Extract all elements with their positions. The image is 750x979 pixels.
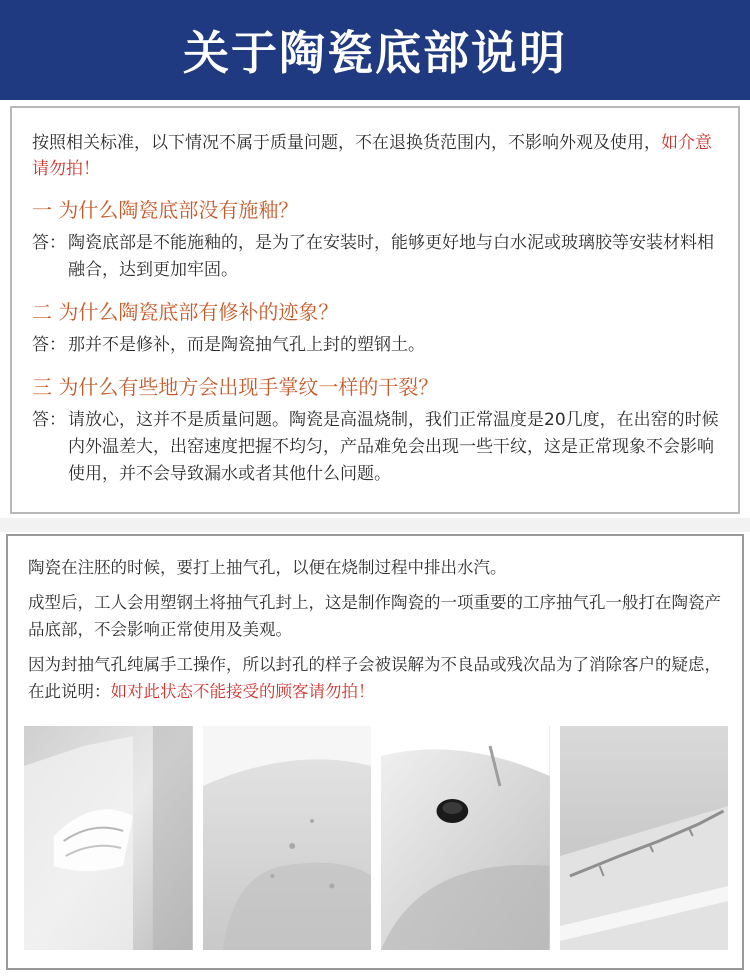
faq-question-1: 一 为什么陶瓷底部没有施釉？ <box>32 198 299 222</box>
answer-tag: 答： <box>32 335 66 355</box>
photo-sealed-hole-2 <box>203 726 372 950</box>
explanation-panel <box>6 534 744 970</box>
explain-text-3: 因为封抽气孔纯属手工操作，所以封孔的样子会被误解为不良品或残次品为了消除客户的疑虑，在此说明： <box>28 655 721 701</box>
faq-panel <box>10 106 740 514</box>
explain-paragraph-2: 成型后，工人会用塑钢土将抽气孔封上，这是制作陶瓷的一项重要的工序抽气孔一般打在陶瓷产品底部，不会影响正常使用及美观。 <box>28 593 721 639</box>
answer-text: 请放心，这并不是质量问题。陶瓷是高温烧制，我们正常温度是20几度，在出窑的时候内外温差大，出窑速度把握不均匀，产品难免会出现一些干纹，这是正常现象不会影响使用，并不会导致漏水或者其他什么问题。 <box>68 410 719 484</box>
page-title-banner <box>0 0 750 100</box>
section-divider <box>0 518 750 532</box>
intro-text: 按照相关标准，以下情况不属于质量问题，不在退换货范围内，不影响外观及使用， <box>32 133 661 153</box>
photo-sealed-hole-1 <box>24 726 193 950</box>
explain-paragraph-1: 陶瓷在注胚的时候，要打上抽气孔，以便在烧制过程中排出水汽。 <box>28 558 507 577</box>
faq-question-2: 二 为什么陶瓷底部有修补的迹象？ <box>32 300 339 324</box>
faq-answer-1 <box>32 230 720 284</box>
photo-dry-crack <box>560 726 729 950</box>
faq-question-3: 三 为什么有些地方会出现手掌纹一样的干裂？ <box>32 375 439 399</box>
answer-tag: 答： <box>32 233 66 253</box>
page-title: 关于陶瓷底部说明 <box>183 26 567 80</box>
faq-answer-3 <box>32 407 720 488</box>
photo-strip <box>24 726 728 950</box>
photo-drain-hole <box>381 726 550 950</box>
explain-paragraph-3 <box>28 651 728 705</box>
answer-text: 那并不是修补，而是陶瓷抽气孔上封的塑钢土。 <box>68 335 425 355</box>
intro-paragraph <box>32 130 720 182</box>
explain-warning: 如对此状态不能接受的顾客请勿拍！ <box>110 682 375 701</box>
intro-warning: 如介意请勿拍！ <box>32 133 712 179</box>
answer-tag: 答： <box>32 410 66 430</box>
faq-answer-2 <box>32 332 720 359</box>
answer-text: 陶瓷底部是不能施釉的，是为了在安装时，能够更好地与白水泥或玻璃胶等安装材料相融合，达到更加牢固。 <box>68 233 714 280</box>
